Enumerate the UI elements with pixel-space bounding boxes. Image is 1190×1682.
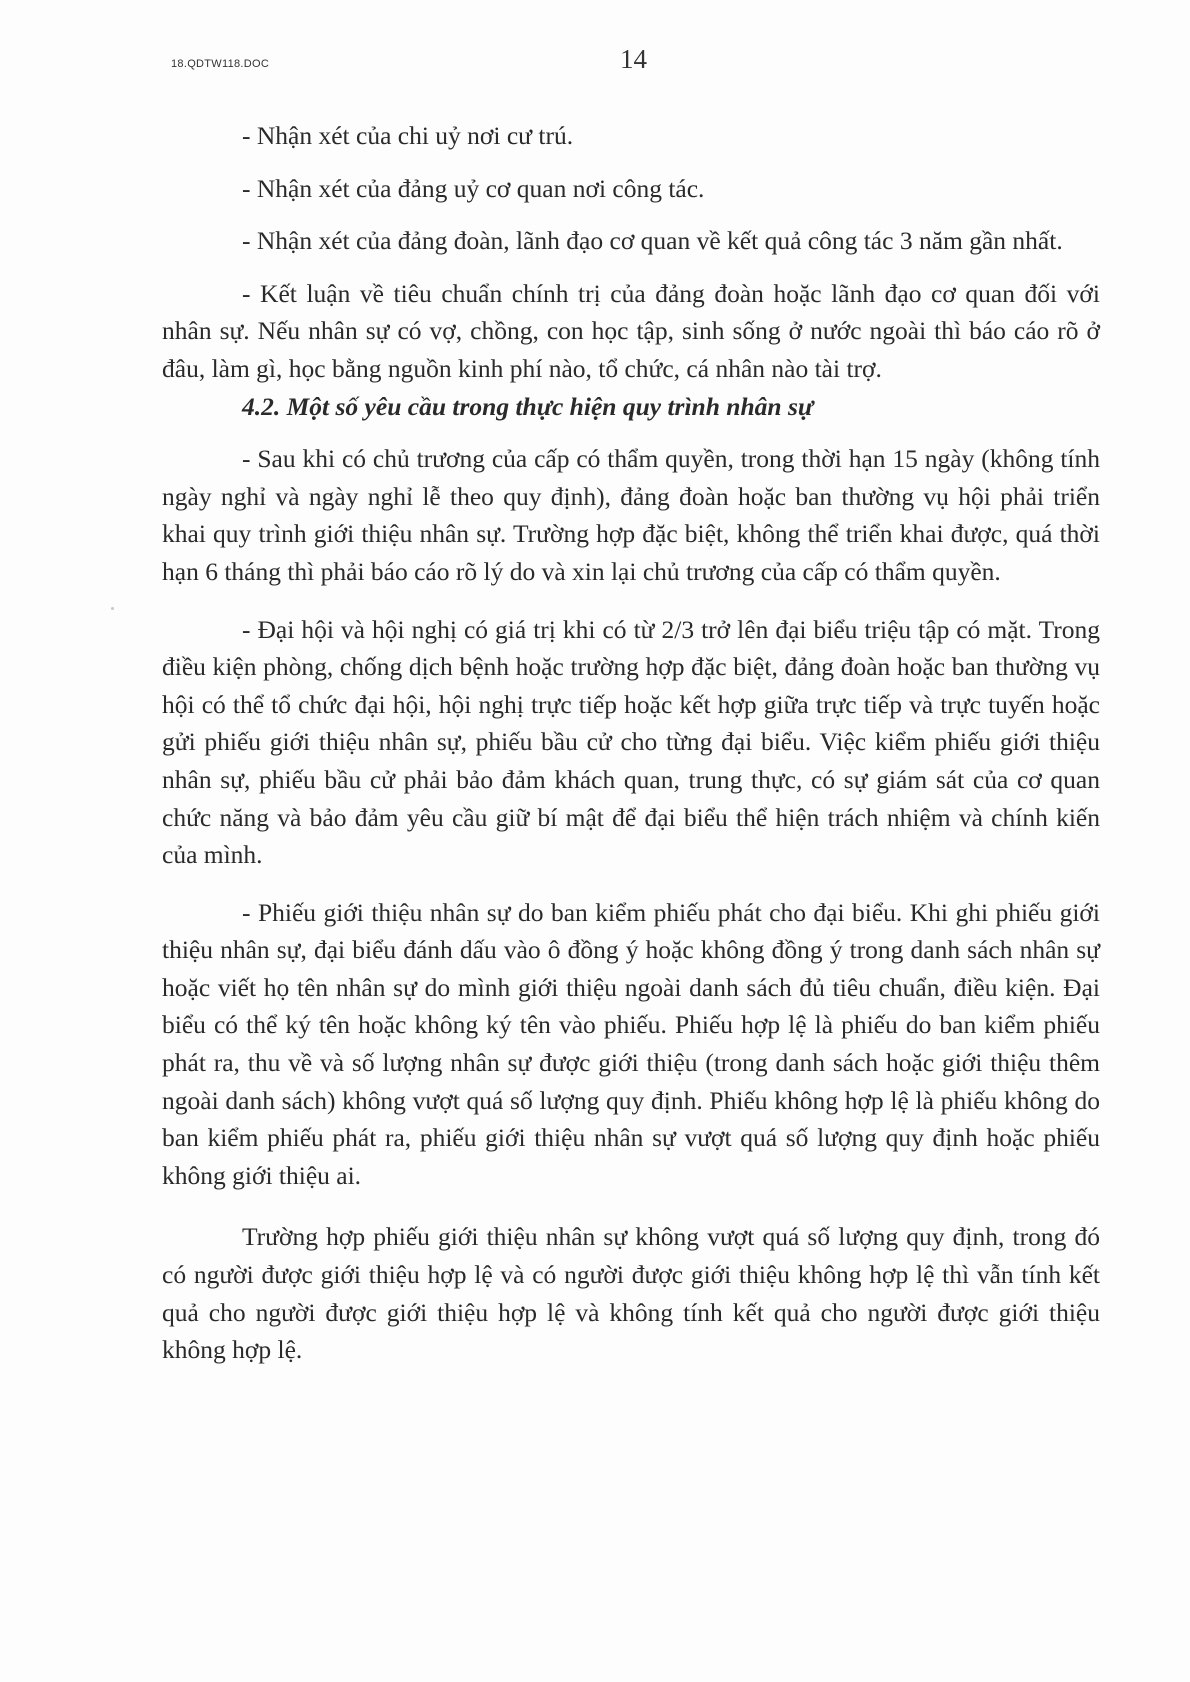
paragraph-residence-cell-comment: - Nhận xét của chi uỷ nơi cư trú. (242, 121, 574, 150)
paragraph-deadline-requirement: - Sau khi có chủ trương của cấp có thẩm quyền, trong thời hạn 15 ngày (không tính ngày nghỉ và ngày nghỉ lễ theo quy định), đảng đoàn hoặc ban thường vụ hội phải triển khai quy trình giới thiệu nhân sự. Trường hợp đặc biệt, không thể triển khai được, quá thời hạn 6 tháng thì phải báo cáo rõ lý do và xin lại chủ trương của cấp có thẩm quyền. (162, 444, 1100, 586)
page-number: 14 (620, 44, 647, 74)
paragraph-congress-validity: - Đại hội và hội nghị có giá trị khi có từ 2/3 trở lên đại biểu triệu tập có mặt. Trong điều kiện phòng, chống dịch bệnh hoặc trường hợp đặc biệt, đảng đoàn hoặc ban thường vụ hội có thể tổ chức đại hội, hội nghị trực tiếp hoặc kết hợp giữa trực tiếp và trực tuyến hoặc gửi phiếu giới thiệu nhân sự, phiếu bầu cử cho từng đại biểu. Việc kiểm phiếu giới thiệu nhân sự, phiếu bầu cử phải bảo đảm khách quan, trung thực, có sự giám sát của cơ quan chức năng và bảo đảm yêu cầu giữ bí mật để đại biểu thể hiện trách nhiệm và chính kiến của mình. (162, 614, 1100, 870)
paragraph-nomination-ballot: - Phiếu giới thiệu nhân sự do ban kiểm phiếu phát cho đại biểu. Khi ghi phiếu giới thiệu nhân sự, đại biểu đánh dấu vào ô đồng ý hoặc không đồng ý trong danh sách nhân sự hoặc viết họ tên nhân sự do mình giới thiệu ngoài danh sách đủ tiêu chuẩn, điều kiện. Đại biểu có thể ký tên hoặc không ký tên vào phiếu. Phiếu hợp lệ là phiếu do ban kiểm phiếu phát ra, thu về và số lượng nhân sự được giới thiệu (trong danh sách hoặc giới thiệu thêm ngoài danh sách) không vượt quá số lượng quy định. Phiếu không hợp lệ là phiếu không do ban kiểm phiếu phát ra, phiếu giới thiệu nhân sự vượt quá số lượng quy định hoặc phiếu không giới thiệu ai. (162, 897, 1100, 1190)
paragraph-partial-validity: Trường hợp phiếu giới thiệu nhân sự không vượt quá số lượng quy định, trong đó có người được giới thiệu hợp lệ và có người được giới thiệu không hợp lệ thì vẫn tính kết quả cho người được giới thiệu hợp lệ và không tính kết quả cho người được giới thiệu không hợp lệ. (162, 1222, 1100, 1365)
section-heading: 4.2. Một số yêu cầu trong thực hiện quy trình nhân sự (242, 391, 814, 421)
document-body (162, 117, 1100, 1369)
paragraph-political-conclusion: - Kết luận về tiêu chuẩn chính trị của đảng đoàn hoặc lãnh đạo cơ quan đối với nhân sự. Nếu nhân sự có vợ, chồng, con học tập, sinh sống ở nước ngoài thì báo cáo rõ ở đâu, làm gì, học bằng nguồn kinh phí nào, tổ chức, cá nhân nào tài trợ. (162, 278, 1100, 383)
paragraph-workplace-committee-comment: - Nhận xét của đảng uỷ cơ quan nơi công tác. (242, 173, 705, 203)
scan-speck (111, 607, 114, 610)
document-file-id: 18.QDTW118.DOC (171, 58, 270, 70)
paragraph-leadership-comment: - Nhận xét của đảng đoàn, lãnh đạo cơ quan về kết quả công tác 3 năm gần nhất. (242, 226, 1063, 256)
